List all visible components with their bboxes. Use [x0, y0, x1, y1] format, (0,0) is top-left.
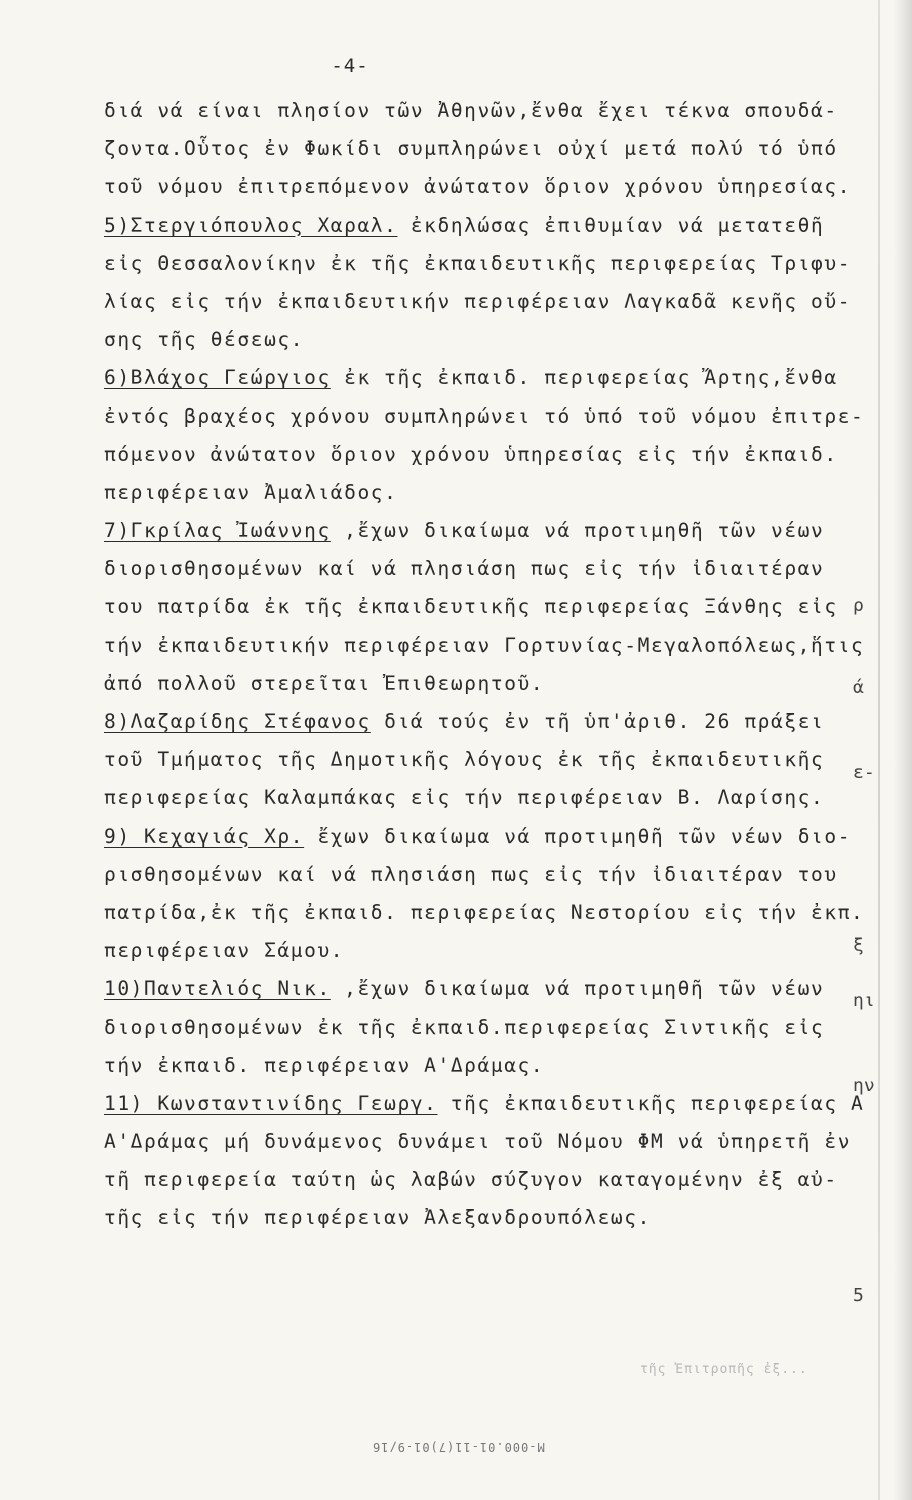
entry-heading: 10)Παντελιός Νικ.: [104, 977, 331, 1001]
text-line: [104, 588, 844, 626]
text-line: [104, 703, 844, 741]
text-line: [104, 779, 844, 817]
text-line: [104, 627, 865, 665]
text-line: [104, 168, 852, 206]
line-text: πατρίδα,ἐκ τῆς ἐκπαιδ. περιφερείας Νεστορίου εἰς τήν ἐκπ.: [104, 900, 865, 924]
line-text: περιφερείας Καλαμπάκας εἰς τήν περιφέρειαν Β. Λαρίσης.: [104, 786, 825, 810]
line-text: λίας εἰς τήν ἐκπαιδευτικήν περιφέρειαν Λαγκαδᾶ κενῆς οὔ-: [104, 289, 852, 313]
line-text: ρισθησομένων καί νά πλησιάση πως εἰς τήν ἰδιαιτέραν του: [104, 862, 838, 886]
margin-note: ά: [853, 677, 864, 698]
line-text: Α'Δράμας μή δυνάμενος δυνάμει τοῦ Νόμου ΦΜ νά ὑπηρετῆ ἐν: [104, 1130, 852, 1154]
text-line: [104, 1009, 844, 1047]
line-text: ἔχων δικαίωμα νά προτιμηθῆ τῶν νέων διο-: [304, 824, 852, 848]
line-text: τοῦ νόμου ἐπιτρεπόμενον ἀνώτατον ὅριον χρόνου ὑπηρεσίας.: [104, 175, 852, 199]
line-text: διά τούς ἐν τῆ ὑπ'ἀριθ. 26 πράξει: [370, 710, 825, 733]
line-text: ,ἔχων δικαίωμα νά προτιμηθῆ τῶν νέων: [330, 519, 825, 543]
page-number: -4-: [331, 55, 369, 77]
line-text: τῆς ἐκπαιδευτικῆς περιφερείας Α: [437, 1091, 865, 1115]
text-line: [104, 550, 844, 588]
text-line: [104, 856, 844, 894]
text-line: [104, 932, 844, 970]
text-line: [104, 894, 865, 932]
line-text: περιφέρειαν Σάμου.: [104, 939, 345, 963]
margin-note: ρ: [853, 595, 864, 616]
line-text: του πατρίδα ἐκ τῆς ἐκπαιδευτικῆς περιφερείας Ξάνθης εἰς: [104, 595, 838, 619]
line-text: εἰς Θεσσαλονίκην ἐκ τῆς ἐκπαιδευτικῆς περιφερείας Τριφυ-: [104, 251, 852, 275]
line-text: ἐντός βραχέος χρόνου συμπληρώνει τό ὑπό τοῦ νόμου ἐπιτρε-: [104, 404, 865, 428]
line-text: τῆς εἰς τήν περιφέρειαν Ἀλεξανδρουπόλεως.: [104, 1206, 651, 1230]
text-line: [104, 1085, 865, 1123]
line-text: ζοντα.Οὗτος ἐν Φωκίδι συμπληρώνει οὐχί μετά πολύ τό ὑπό: [104, 137, 838, 161]
text-line: [104, 818, 852, 856]
line-text: τήν ἐκπαιδ. περιφέρειαν Α'Δράμας.: [104, 1053, 545, 1077]
text-line: [104, 970, 844, 1008]
line-text: διορισθησομένων ἐκ τῆς ἐκπαιδ.περιφερείας Σιντικῆς εἰς: [104, 1015, 825, 1039]
entry-heading: 11) Κωνσταντινίδης Γεωργ.: [104, 1091, 438, 1115]
text-line: [104, 741, 844, 779]
margin-note: ηι: [853, 990, 875, 1011]
line-text: ἐκδηλώσας ἐπιθυμίαν νά μετατεθῆ: [397, 213, 825, 237]
line-text: τήν ἐκπαιδευτικήν περιφέρειαν Γορτυνίας-Μεγαλοπόλεως,ἥτις: [104, 633, 865, 657]
line-text: ,ἔχων δικαίωμα νά προτιμηθῆ τῶν νέων: [330, 977, 825, 1001]
bleed-through-text: τῆς Ἐπιτροπῆς ἐξ...: [640, 1362, 808, 1377]
text-line: [104, 321, 844, 359]
text-line: [104, 1199, 844, 1237]
line-text: διά νά είναι πλησίον τῶν Ἀθηνῶν,ἔνθα ἔχει τέκνα σπουδά-: [104, 99, 838, 122]
text-line: [104, 1047, 844, 1085]
line-text: ἐκ τῆς ἐκπαιδ. περιφερείας Ἄρτης,ἔνθα: [330, 366, 838, 390]
text-line: [104, 474, 844, 512]
margin-note: 5: [853, 1285, 864, 1306]
entry-heading: 8)Λαζαρίδης Στέφανος: [104, 710, 371, 733]
text-line: [104, 207, 844, 245]
line-text: ἀπό πολλοῦ στερεῖται Ἐπιθεωρητοῦ.: [104, 671, 545, 695]
entry-heading: 7)Γκρίλας Ἰωάννης: [104, 519, 331, 543]
text-line: [104, 436, 844, 474]
text-line: [104, 359, 844, 397]
line-text: περιφέρειαν Ἀμαλιάδος.: [104, 480, 398, 504]
entry-heading: 9) Κεχαγιάς Χρ.: [104, 824, 305, 848]
text-line: [104, 92, 844, 130]
margin-note: ε-: [853, 762, 875, 783]
text-line: [104, 665, 844, 703]
text-line: [104, 398, 865, 436]
paper-fold: [878, 0, 880, 1500]
text-line: [104, 245, 852, 283]
text-line: [104, 512, 844, 550]
text-line: [104, 1161, 844, 1199]
text-line: [104, 1123, 852, 1161]
page-edge-shadow: [894, 0, 912, 1500]
text-line: [104, 130, 844, 168]
line-text: πόμενον ἀνώτατον ὅριον χρόνου ὑπηρεσίας εἰς τήν ἐκπαιδ.: [104, 442, 838, 466]
line-text: σης τῆς θέσεως.: [104, 328, 305, 352]
line-text: τοῦ Τμήματος τῆς Δημοτικῆς λόγους ἐκ τῆς ἐκπαιδευτικῆς: [104, 748, 825, 772]
entry-heading: 5)Στεργιόπουλος Χαραλ.: [104, 213, 398, 237]
entry-heading: 6)Βλάχος Γεώργιος: [104, 366, 331, 390]
line-text: τῆ περιφερεία ταύτη ὡς λαβών σύζυγον καταγομένην ἐξ αὐ-: [104, 1168, 838, 1192]
line-text: διορισθησομένων καί νά πλησιάση πως εἰς τήν ἰδιαιτέραν: [104, 557, 825, 581]
margin-note: ξ: [853, 935, 864, 956]
printer-stamp: M-000.01-11(7)01-9/16: [372, 1440, 545, 1454]
margin-note: ην: [853, 1075, 875, 1096]
text-line: [104, 283, 852, 321]
